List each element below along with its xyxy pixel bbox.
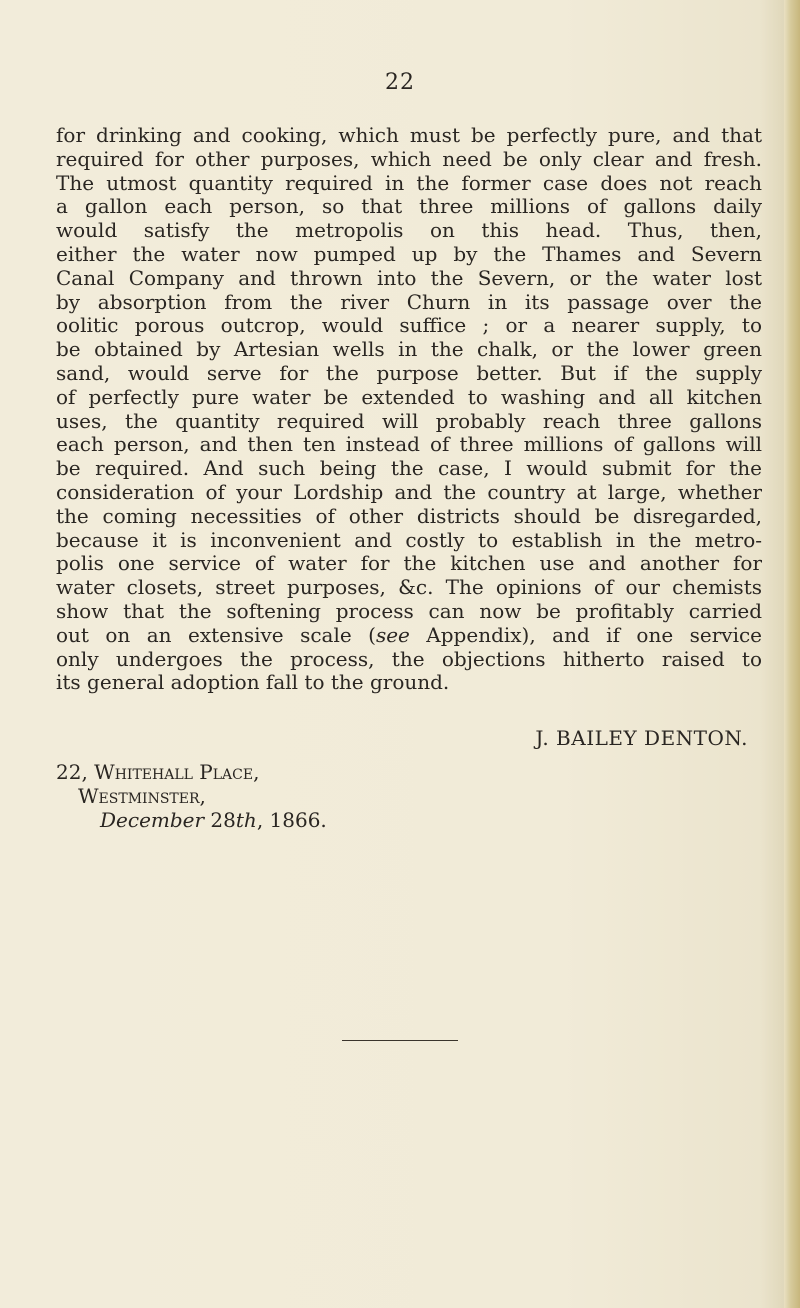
page-edge [784, 0, 800, 1308]
text-line: required for other purposes, which need be only clear and fresh. [56, 147, 762, 171]
body-paragraph [56, 124, 762, 695]
text-line: either the water now pumped up by the Thames and Severn [56, 242, 762, 266]
text-line: be required. And such being the case, I would submit for the [56, 457, 762, 481]
text-line: the coming necessities of other districts should be disregarded, [56, 504, 762, 528]
text-line: each person, and then ten instead of three millions of gallons will [56, 433, 762, 457]
date-day: 28 [204, 808, 236, 832]
see-word: see [375, 623, 410, 647]
text-line: be obtained by Artesian wells in the chalk, or the lower green [56, 338, 762, 362]
date-ordinal: th [235, 808, 257, 832]
text-line: polis one service of water for the kitchen use and another for [56, 552, 762, 576]
text-line: because it is inconvenient and costly to establish in the metro- [56, 528, 762, 552]
text-line: Canal Company and thrown into the Severn, or the water lost [56, 266, 762, 290]
text-line: show that the softening process can now be profitably carried [56, 599, 762, 623]
text-line: water closets, street purposes, &c. The opinions of our chemists [56, 576, 762, 600]
text-line: consideration of your Lordship and the country at large, whether [56, 480, 762, 504]
author-signature: J. BAILEY DENTON. [535, 726, 748, 750]
date-year: , 1866. [256, 808, 327, 832]
address-line-city: Westminster, [78, 784, 206, 808]
text-line: a gallon each person, so that three millions of gallons daily [56, 195, 762, 219]
end-rule [342, 1040, 458, 1041]
appendix-lead: out on an extensive scale ( [56, 623, 376, 647]
address-block [56, 760, 327, 832]
text-line: The utmost quantity required in the former case does not reach [56, 171, 762, 195]
date-month: December [100, 808, 205, 832]
text-line: for drinking and cooking, which must be perfectly pure, and that [56, 124, 762, 147]
text-line: its general adoption fall to the ground. [56, 671, 450, 695]
text-line: uses, the quantity required will probably reach three gallons [56, 409, 762, 433]
text-line: sand, would serve for the purpose better. But if the supply [56, 361, 762, 385]
text-line: by absorption from the river Churn in its passage over the [56, 290, 762, 314]
text-line: only undergoes the process, the objections hitherto raised to [56, 647, 762, 671]
appendix-tail: Appendix), and if one service [409, 623, 762, 647]
address-line-street: 22, Whitehall Place, [56, 760, 260, 784]
text-line: would satisfy the metropolis on this head. Thus, then, [56, 219, 762, 243]
letter-date [56, 808, 327, 832]
page-number: 22 [385, 70, 415, 95]
text-line: of perfectly pure water be extended to washing and all kitchen [56, 385, 762, 409]
text-line-appendix [56, 624, 762, 648]
text-line: oolitic porous outcrop, would suffice ; or a nearer supply, to [56, 314, 762, 338]
